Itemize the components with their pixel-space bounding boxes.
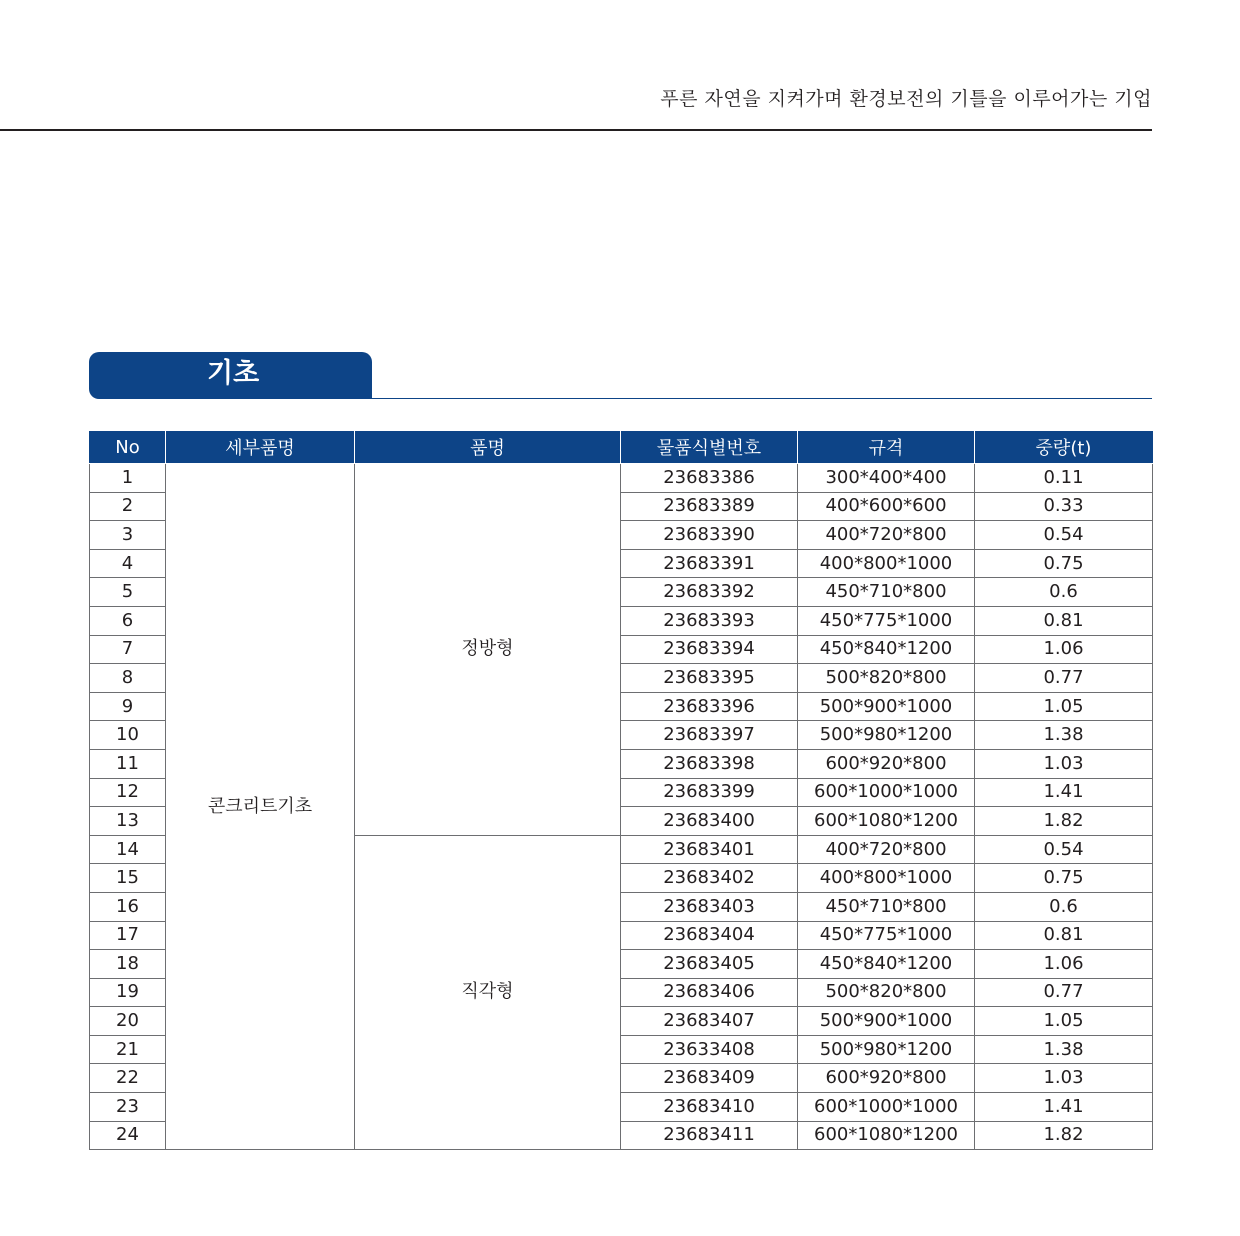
detail-name-cell: 콘크리트기초 <box>166 464 355 1150</box>
spec-cell: 600*1000*1000 <box>798 1093 975 1122</box>
weight-cell: 1.03 <box>975 1064 1153 1093</box>
item-id-cell: 23683398 <box>621 749 798 778</box>
item-id-cell: 23683393 <box>621 606 798 635</box>
spec-cell: 500*820*800 <box>798 978 975 1007</box>
item-id-cell: 23683407 <box>621 1007 798 1036</box>
row-no: 3 <box>90 521 166 550</box>
item-id-cell: 23683391 <box>621 549 798 578</box>
weight-cell: 1.05 <box>975 1007 1153 1036</box>
weight-cell: 0.33 <box>975 492 1153 521</box>
header-detail-name: 세부품명 <box>166 431 355 464</box>
item-id-cell: 23683401 <box>621 835 798 864</box>
item-id-cell: 23683403 <box>621 892 798 921</box>
item-id-cell: 23683409 <box>621 1064 798 1093</box>
spec-cell: 450*710*800 <box>798 578 975 607</box>
weight-cell: 1.38 <box>975 1035 1153 1064</box>
weight-cell: 1.82 <box>975 1121 1153 1150</box>
weight-cell: 0.54 <box>975 521 1153 550</box>
row-no: 14 <box>90 835 166 864</box>
weight-cell: 1.06 <box>975 635 1153 664</box>
spec-cell: 500*900*1000 <box>798 1007 975 1036</box>
header-spec: 규격 <box>798 431 975 464</box>
header-weight: 중량(t) <box>975 431 1153 464</box>
weight-cell: 1.38 <box>975 721 1153 750</box>
weight-cell: 0.77 <box>975 978 1153 1007</box>
spec-cell: 300*400*400 <box>798 464 975 493</box>
item-id-cell: 23683400 <box>621 807 798 836</box>
row-no: 9 <box>90 692 166 721</box>
row-no: 7 <box>90 635 166 664</box>
weight-cell: 1.82 <box>975 807 1153 836</box>
row-no: 17 <box>90 921 166 950</box>
weight-cell: 0.11 <box>975 464 1153 493</box>
item-id-cell: 23683394 <box>621 635 798 664</box>
weight-cell: 0.75 <box>975 864 1153 893</box>
section-tab <box>89 352 372 399</box>
spec-cell: 450*710*800 <box>798 892 975 921</box>
spec-cell: 600*920*800 <box>798 749 975 778</box>
row-no: 2 <box>90 492 166 521</box>
item-name-cell: 정방형 <box>355 464 621 836</box>
weight-cell: 1.41 <box>975 778 1153 807</box>
row-no: 6 <box>90 606 166 635</box>
item-id-cell: 23683405 <box>621 950 798 979</box>
spec-cell: 600*1080*1200 <box>798 1121 975 1150</box>
table-body <box>90 464 1153 1150</box>
spec-cell: 450*840*1200 <box>798 950 975 979</box>
table-row <box>90 464 1153 493</box>
table-header-row <box>90 431 1153 464</box>
item-id-cell: 23683389 <box>621 492 798 521</box>
item-id-cell: 23683399 <box>621 778 798 807</box>
spec-cell: 450*775*1000 <box>798 921 975 950</box>
spec-cell: 450*840*1200 <box>798 635 975 664</box>
item-id-cell: 23683404 <box>621 921 798 950</box>
item-id-cell: 23683386 <box>621 464 798 493</box>
weight-cell: 0.6 <box>975 892 1153 921</box>
row-no: 18 <box>90 950 166 979</box>
row-no: 19 <box>90 978 166 1007</box>
weight-cell: 0.81 <box>975 921 1153 950</box>
item-name-cell: 직각형 <box>355 835 621 1150</box>
header-item-name: 품명 <box>355 431 621 464</box>
row-no: 20 <box>90 1007 166 1036</box>
spec-cell: 500*820*800 <box>798 664 975 693</box>
spec-cell: 400*800*1000 <box>798 864 975 893</box>
weight-cell: 0.6 <box>975 578 1153 607</box>
row-no: 12 <box>90 778 166 807</box>
row-no: 10 <box>90 721 166 750</box>
item-id-cell: 23683397 <box>621 721 798 750</box>
weight-cell: 1.03 <box>975 749 1153 778</box>
page-slogan: 푸른 자연을 지켜가며 환경보전의 기틀을 이루어가는 기업 <box>660 88 1152 110</box>
weight-cell: 0.54 <box>975 835 1153 864</box>
header-no: No <box>90 431 166 464</box>
item-id-cell: 23683396 <box>621 692 798 721</box>
spec-cell: 600*1080*1200 <box>798 807 975 836</box>
spec-cell: 400*600*600 <box>798 492 975 521</box>
spec-cell: 450*775*1000 <box>798 606 975 635</box>
row-no: 5 <box>90 578 166 607</box>
item-id-cell: 23633408 <box>621 1035 798 1064</box>
item-id-cell: 23683390 <box>621 521 798 550</box>
section-title: 기초 <box>207 358 260 389</box>
row-no: 15 <box>90 864 166 893</box>
weight-cell: 0.77 <box>975 664 1153 693</box>
row-no: 23 <box>90 1093 166 1122</box>
item-id-cell: 23683402 <box>621 864 798 893</box>
spec-cell: 500*980*1200 <box>798 1035 975 1064</box>
spec-cell: 500*900*1000 <box>798 692 975 721</box>
spec-cell: 500*980*1200 <box>798 721 975 750</box>
item-id-cell: 23683395 <box>621 664 798 693</box>
row-no: 24 <box>90 1121 166 1150</box>
row-no: 16 <box>90 892 166 921</box>
item-id-cell: 23683410 <box>621 1093 798 1122</box>
spec-cell: 600*1000*1000 <box>798 778 975 807</box>
weight-cell: 1.05 <box>975 692 1153 721</box>
spec-cell: 400*800*1000 <box>798 549 975 578</box>
item-id-cell: 23683392 <box>621 578 798 607</box>
row-no: 8 <box>90 664 166 693</box>
weight-cell: 1.06 <box>975 950 1153 979</box>
weight-cell: 0.75 <box>975 549 1153 578</box>
row-no: 11 <box>90 749 166 778</box>
row-no: 22 <box>90 1064 166 1093</box>
header-item-id: 물품식별번호 <box>621 431 798 464</box>
product-spec-table <box>89 431 1153 1150</box>
item-id-cell: 23683406 <box>621 978 798 1007</box>
row-no: 1 <box>90 464 166 493</box>
weight-cell: 1.41 <box>975 1093 1153 1122</box>
item-id-cell: 23683411 <box>621 1121 798 1150</box>
spec-cell: 600*920*800 <box>798 1064 975 1093</box>
row-no: 13 <box>90 807 166 836</box>
spec-cell: 400*720*800 <box>798 521 975 550</box>
weight-cell: 0.81 <box>975 606 1153 635</box>
section-divider <box>372 398 1152 399</box>
spec-cell: 400*720*800 <box>798 835 975 864</box>
row-no: 21 <box>90 1035 166 1064</box>
row-no: 4 <box>90 549 166 578</box>
header-divider <box>0 129 1152 131</box>
